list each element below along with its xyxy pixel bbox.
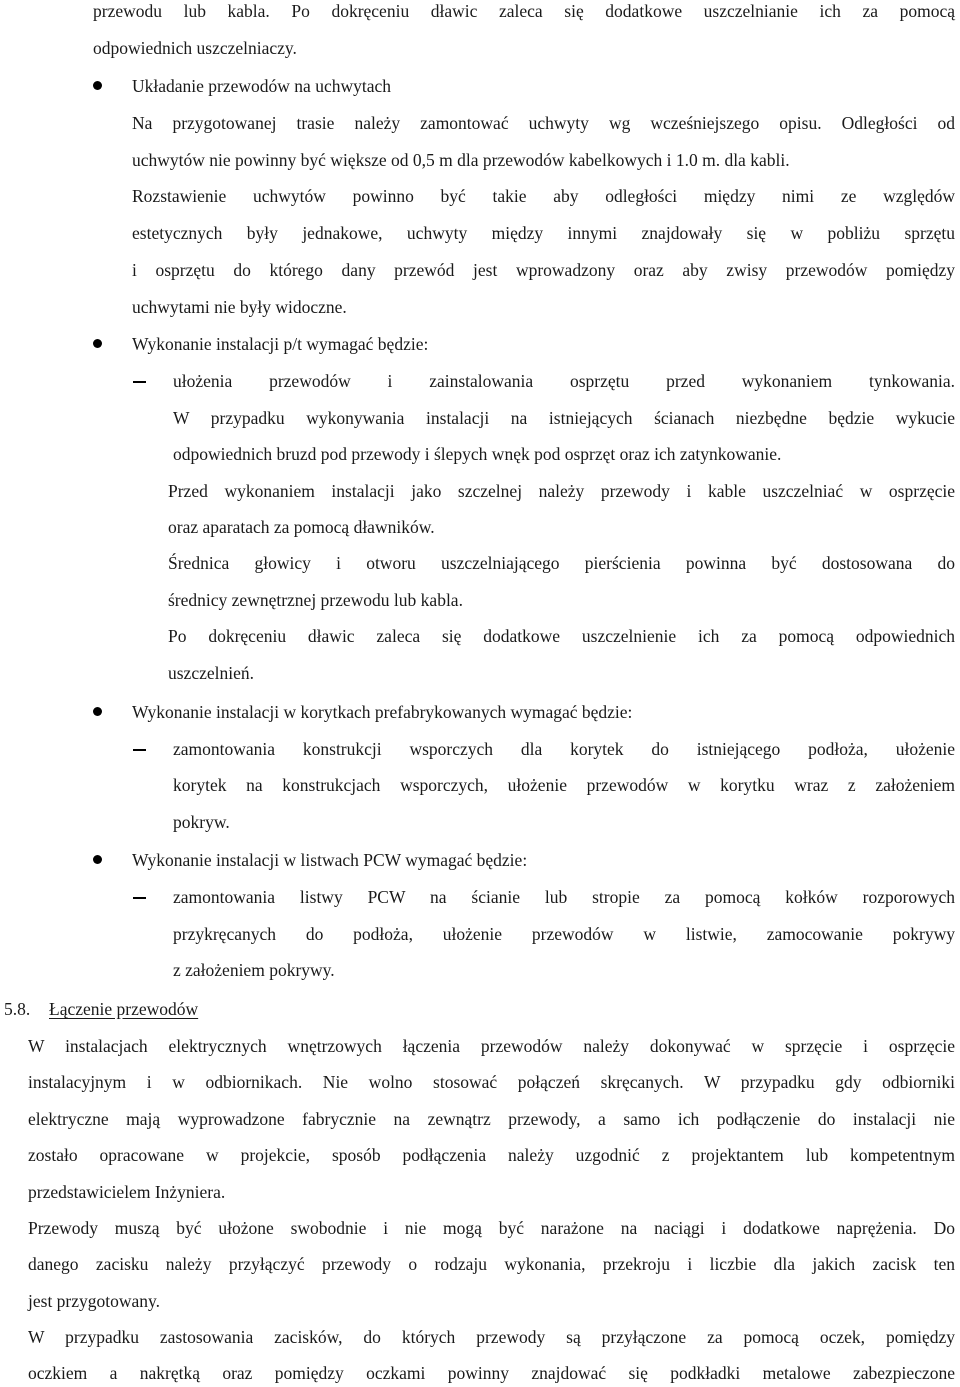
text-line: i osprzętu do którego dany przewód jest wprowadzony oraz aby zwisy przewodów pomiędzy xyxy=(132,260,955,280)
text-line: uchwytów nie powinny być większe od 0,5 m dla przewodów kabelkowych i 1.0 m. dla kabli. xyxy=(132,150,790,170)
dash-icon xyxy=(133,749,146,751)
text-line: odpowiednich bruzd pod przewody i ślepych wnęk pod osprzęt oraz ich zatynkowanie. xyxy=(173,444,782,464)
section-title: Łączenie przewodów xyxy=(49,999,199,1019)
text-line: Przewody muszą być ułożone swobodnie i nie mogą być narażone na naciągi i dodatkowe naprężenia. Do xyxy=(28,1218,955,1238)
text-line: przykręcanych do podłoża, ułożenie przewodów w listwie, zamocowanie pokrywy xyxy=(173,924,955,944)
bullet-icon xyxy=(93,339,102,348)
text-line: estetycznych były jednakowe, uchwyty między innymi znajdowały się w pobliżu sprzętu xyxy=(132,223,955,243)
text-line: ułożenia przewodów i zainstalowania osprzętu przed wykonaniem tynkowania. xyxy=(173,371,955,391)
bullet-icon xyxy=(93,855,102,864)
text-line: oraz aparatach za pomocą dławników. xyxy=(168,517,435,537)
text-line: przedstawicielem Inżyniera. xyxy=(28,1182,226,1202)
text-line: oczkiem a nakrętką oraz pomiędzy oczkami powinny znajdować się podkładki metalowe zabezpieczone xyxy=(28,1363,955,1383)
bullet-title: Wykonanie instalacji p/t wymagać będzie: xyxy=(132,334,429,354)
text-line: uszczelnień. xyxy=(168,663,254,683)
bullet-title: Układanie przewodów na uchwytach xyxy=(132,76,391,96)
text-line: Rozstawienie uchwytów powinno być takie aby odległości między nimi ze względów xyxy=(132,186,955,206)
text-line: W instalacjach elektrycznych wnętrzowych łączenia przewodów należy dokonywać w sprzęcie i osprzęcie xyxy=(28,1036,955,1056)
dash-icon xyxy=(133,897,146,899)
bullet-icon xyxy=(93,81,102,90)
text-line: W przypadku wykonywania instalacji na istniejących ścianach niezbędne będzie wykucie xyxy=(173,408,955,428)
text-line: elektryczne mają wyprowadzone fabrycznie na zewnątrz przewody, a samo ich podłączenie do instalacji nie xyxy=(28,1109,955,1129)
text-line: W przypadku zastosowania zacisków, do których przewody są przyłączone za pomocą oczek, pomiędzy xyxy=(28,1327,955,1347)
text-line: Po dokręceniu dławic zaleca się dodatkowe uszczelnienie ich za pomocą odpowiednich xyxy=(168,626,955,646)
dash-icon xyxy=(133,381,146,383)
bullet-title: Wykonanie instalacji w korytkach prefabrykowanych wymagać będzie: xyxy=(132,702,633,722)
text-line: z założeniem pokrywy. xyxy=(173,960,335,980)
text-line: korytek na konstrukcjach wsporczych, ułożenie przewodów w korytku wraz z założeniem xyxy=(173,775,955,795)
bullet-title: Wykonanie instalacji w listwach PCW wymagać będzie: xyxy=(132,850,528,870)
text-line: odpowiednich uszczelniaczy. xyxy=(93,38,297,58)
text-line: instalacyjnym i w odbiornikach. Nie wolno stosować połączeń skręcanych. W przypadku gdy odbiorniki xyxy=(28,1072,955,1092)
section-number: 5.8. xyxy=(4,999,31,1019)
text-line: Na przygotowanej trasie należy zamontować uchwyty wg wcześniejszego opisu. Odległości od xyxy=(132,113,955,133)
text-line: zamontowania konstrukcji wsporczych dla korytek do istniejącego podłoża, ułożenie xyxy=(173,739,955,759)
text-line: przewodu lub kabla. Po dokręceniu dławic zaleca się dodatkowe uszczelnianie ich za pomocą xyxy=(93,1,955,21)
text-line: uchwytami nie były widoczne. xyxy=(132,297,347,317)
bullet-icon xyxy=(93,707,102,716)
text-line: średnicy zewnętrznej przewodu lub kabla. xyxy=(168,590,463,610)
text-line: jest przygotowany. xyxy=(28,1291,161,1311)
text-line: zostało opracowane w projekcie, sposób podłączenia należy uzgodnić z projektantem lub kompetentnym xyxy=(28,1145,955,1165)
text-line: danego zacisku należy przyłączyć przewody o rodzaju wykonania, przekroju i liczbie dla jakich zacisk ten xyxy=(28,1254,955,1274)
text-line: pokryw. xyxy=(173,812,230,832)
text-line: Przed wykonaniem instalacji jako szczelnej należy przewody i kable uszczelniać w osprzęcie xyxy=(168,481,955,501)
text-line: zamontowania listwy PCW na ścianie lub stropie za pomocą kołków rozporowych xyxy=(173,887,955,907)
text-line: Średnica głowicy i otworu uszczelniającego pierścienia powinna być dostosowana do xyxy=(168,553,955,573)
